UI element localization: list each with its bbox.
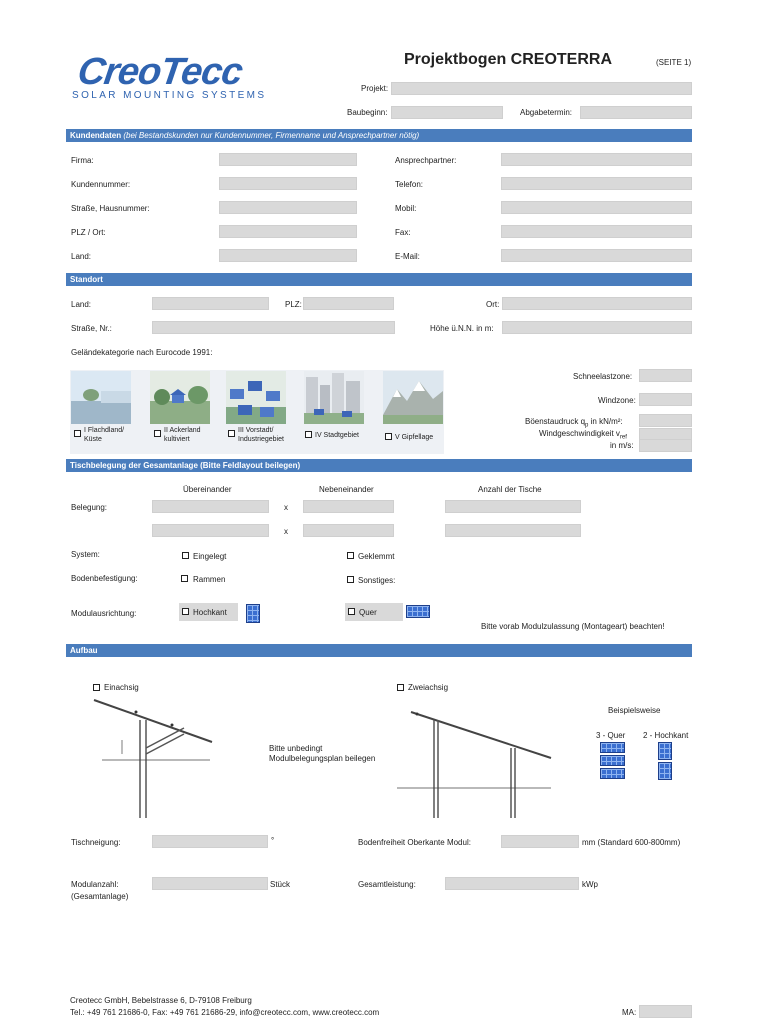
grad-unit: ° bbox=[271, 836, 275, 845]
bodenbefestigung-label: Bodenbefestigung: bbox=[71, 574, 138, 583]
belegung-1-uebereinander[interactable] bbox=[152, 500, 269, 513]
kundendaten-bar bbox=[66, 129, 692, 142]
baubeginn-field[interactable] bbox=[391, 106, 503, 119]
terrain-summit-image bbox=[383, 371, 443, 424]
abgabetermin-label: Abgabetermin: bbox=[520, 108, 573, 117]
quer-checkbox[interactable] bbox=[348, 608, 355, 615]
gelaende-label: Geländekategorie nach Eurocode 1991: bbox=[71, 348, 213, 357]
modulausrichtung-label: Modulausrichtung: bbox=[71, 609, 137, 618]
belegungsplan-hint-2: Modulbelegungsplan beilegen bbox=[269, 754, 376, 763]
page-number: (SEITE 1) bbox=[656, 58, 692, 67]
logo bbox=[68, 52, 283, 102]
category-1-checkbox[interactable] bbox=[74, 430, 81, 437]
ma-field[interactable] bbox=[639, 1005, 692, 1018]
baubeginn-label: Baubeginn: bbox=[347, 108, 388, 117]
category-4-label: IV Stadtgebiet bbox=[315, 432, 359, 439]
boenstaudruck-field[interactable] bbox=[639, 414, 692, 427]
modulanzahl-label: Modulanzahl: bbox=[71, 880, 119, 889]
kwp-unit: kWp bbox=[582, 880, 598, 889]
category-3-checkbox[interactable] bbox=[228, 430, 235, 437]
ansprechpartner-field[interactable] bbox=[501, 153, 692, 166]
category-5-label: V Gipfellage bbox=[395, 434, 434, 441]
hochkant-module-icon bbox=[246, 604, 260, 623]
quer-example-3 bbox=[600, 768, 625, 779]
einachsig-diagram bbox=[92, 698, 216, 820]
windzone-label: Windzone: bbox=[598, 396, 636, 405]
logo-wordmark: CreoTecc bbox=[75, 51, 245, 93]
hochkant-example-2 bbox=[658, 762, 672, 780]
geklemmt-label: Geklemmt bbox=[358, 552, 395, 561]
sonstiges-checkbox[interactable] bbox=[347, 576, 354, 583]
schneelastzone-field[interactable] bbox=[639, 369, 692, 382]
standort-strasse-label: Straße, Nr.: bbox=[71, 324, 112, 333]
quer-label: Quer bbox=[359, 608, 377, 617]
page-title: Projektbogen CREOTERRA bbox=[404, 51, 613, 68]
belegung-label: Belegung: bbox=[71, 503, 108, 512]
fax-label: Fax: bbox=[395, 228, 411, 237]
hochkant-example-1 bbox=[658, 742, 672, 760]
bodenfreiheit-label: Bodenfreiheit Oberkante Modul: bbox=[358, 838, 471, 847]
belegungsplan-hint-1: Bitte unbedingt bbox=[269, 744, 323, 753]
windgeschw-label: Windgeschwindigkeit $v_{ref}$ bbox=[539, 429, 627, 441]
windgeschw-ms-field[interactable] bbox=[639, 439, 692, 452]
eingelegt-checkbox[interactable] bbox=[182, 552, 189, 559]
mobil-label: Mobil: bbox=[395, 204, 417, 213]
bodenfreiheit-hint: mm (Standard 600-800mm) bbox=[582, 838, 681, 847]
hoehe-field[interactable] bbox=[502, 321, 692, 334]
belegung-2-anzahl[interactable] bbox=[445, 524, 581, 537]
quer3-label: 3 - Quer bbox=[596, 731, 626, 740]
col-nebeneinander: Nebeneinander bbox=[319, 485, 374, 494]
kundennummer-label: Kundennummer: bbox=[71, 180, 131, 189]
einachsig-checkbox[interactable] bbox=[93, 684, 100, 691]
land-label: Land: bbox=[71, 252, 92, 261]
kundendaten-note: (bei Bestandskunden nur Kundennummer, Firmenname und Ansprechpartner nötig) bbox=[123, 131, 420, 140]
firma-field[interactable] bbox=[219, 153, 357, 166]
quer-example-2 bbox=[600, 755, 625, 766]
standort-ort-field[interactable] bbox=[502, 297, 692, 310]
belegung-2-nebeneinander[interactable] bbox=[303, 524, 394, 537]
strasse-field[interactable] bbox=[219, 201, 357, 214]
eingelegt-label: Eingelegt bbox=[193, 552, 227, 561]
terrain-suburb-image bbox=[226, 371, 286, 424]
terrain-farmland-image bbox=[150, 371, 210, 424]
email-label: E-Mail: bbox=[395, 252, 420, 261]
logo-subtitle: SOLAR MOUNTING SYSTEMS bbox=[72, 90, 267, 101]
kundennummer-field[interactable] bbox=[219, 177, 357, 190]
tischneigung-field[interactable] bbox=[152, 835, 268, 848]
standort-ort-label: Ort: bbox=[486, 300, 500, 309]
zweiachsig-diagram bbox=[393, 702, 553, 820]
quer-example-1 bbox=[600, 742, 625, 753]
projekt-field[interactable] bbox=[391, 82, 692, 95]
bodenfreiheit-field[interactable] bbox=[501, 835, 579, 848]
stueck-unit: Stück bbox=[270, 880, 291, 889]
category-2-checkbox[interactable] bbox=[154, 430, 161, 437]
email-field[interactable] bbox=[501, 249, 692, 262]
gesamtleistung-field[interactable] bbox=[445, 877, 579, 890]
belegung-2-x: x bbox=[284, 527, 288, 536]
hochkant-label: Hochkant bbox=[193, 608, 227, 617]
category-5-checkbox[interactable] bbox=[385, 433, 392, 440]
standort-plz-field[interactable] bbox=[303, 297, 394, 310]
mobil-field[interactable] bbox=[501, 201, 692, 214]
sonstiges-label: Sonstiges: bbox=[358, 576, 396, 585]
category-2-label: II Ackerland kultiviert bbox=[164, 427, 201, 443]
zweiachsig-label: Zweiachsig bbox=[408, 683, 449, 692]
aufbau-bar: Aufbau bbox=[66, 644, 692, 657]
beispielsweise-label: Beispielsweise bbox=[608, 706, 661, 715]
schneelastzone-label: Schneelastzone: bbox=[573, 372, 633, 381]
terrain-flat-image bbox=[71, 371, 131, 424]
windzone-field[interactable] bbox=[639, 393, 692, 406]
zweiachsig-checkbox[interactable] bbox=[397, 684, 404, 691]
strasse-label: Straße, Hausnummer: bbox=[71, 204, 150, 213]
telefon-field[interactable] bbox=[501, 177, 692, 190]
quer-module-icon bbox=[406, 605, 430, 618]
system-label: System: bbox=[71, 550, 100, 559]
kundendaten-title: Kundendaten bbox=[70, 131, 122, 140]
belegung-2-uebereinander[interactable] bbox=[152, 524, 269, 537]
category-1-label: I Flachdland/ Küste bbox=[84, 427, 125, 443]
tischneigung-label: Tischneigung: bbox=[71, 838, 121, 847]
standort-land-label: Land: bbox=[71, 300, 92, 309]
modulzulassung-hint: Bitte vorab Modulzulassung (Montageart) beachten! bbox=[481, 622, 665, 631]
rammen-checkbox[interactable] bbox=[181, 575, 188, 582]
standort-strasse-field[interactable] bbox=[152, 321, 395, 334]
abgabetermin-field[interactable] bbox=[580, 106, 692, 119]
belegung-1-nebeneinander[interactable] bbox=[303, 500, 394, 513]
belegung-1-anzahl[interactable] bbox=[445, 500, 581, 513]
ansprechpartner-label: Ansprechpartner: bbox=[395, 156, 457, 165]
category-3-label: III Vorstadt/ Industriegebiet bbox=[238, 427, 284, 443]
einachsig-label: Einachsig bbox=[104, 683, 139, 692]
gesamtleistung-label: Gesamtleistung: bbox=[358, 880, 416, 889]
land-field[interactable] bbox=[219, 249, 357, 262]
hochkant-checkbox[interactable] bbox=[182, 608, 189, 615]
hoehe-label: Höhe ü.N.N. in m: bbox=[430, 324, 494, 333]
col-uebereinander: Übereinander bbox=[183, 485, 232, 494]
projekt-label: Projekt: bbox=[361, 84, 389, 93]
standort-plz-label: PLZ: bbox=[285, 300, 302, 309]
gesamtanlage-label: (Gesamtanlage) bbox=[71, 892, 129, 901]
geklemmt-checkbox[interactable] bbox=[347, 552, 354, 559]
boenstaudruck-label: Böenstaudruck $q_p$ in kN/m²: bbox=[525, 417, 623, 429]
belegung-1-x: x bbox=[284, 503, 288, 512]
standort-land-field[interactable] bbox=[152, 297, 269, 310]
telefon-label: Telefon: bbox=[395, 180, 424, 189]
plz-ort-field[interactable] bbox=[219, 225, 357, 238]
hochkant2-label: 2 - Hochkant bbox=[643, 731, 689, 740]
tischbelegung-bar: Tischbelegung der Gesamtanlage (Bitte Feldlayout beilegen) bbox=[66, 459, 692, 472]
rammen-label: Rammen bbox=[193, 575, 226, 584]
windgeschw-unit-label: in m/s: bbox=[610, 441, 634, 450]
footer-address: Creotecc GmbH, Bebelstrasse 6, D-79108 Freiburg bbox=[70, 996, 252, 1005]
standort-bar: Standort bbox=[66, 273, 692, 286]
firma-label: Firma: bbox=[71, 156, 94, 165]
category-4-checkbox[interactable] bbox=[305, 431, 312, 438]
ma-label: MA: bbox=[622, 1008, 637, 1017]
modulanzahl-field[interactable] bbox=[152, 877, 268, 890]
terrain-city-image bbox=[304, 371, 364, 424]
col-anzahl-tische: Anzahl der Tische bbox=[478, 485, 542, 494]
footer-contact: Tel.: +49 761 21686-0, Fax: +49 761 21686-29, info@creotecc.com, www.creotecc.com bbox=[70, 1008, 380, 1017]
plz-ort-label: PLZ / Ort: bbox=[71, 228, 106, 237]
fax-field[interactable] bbox=[501, 225, 692, 238]
